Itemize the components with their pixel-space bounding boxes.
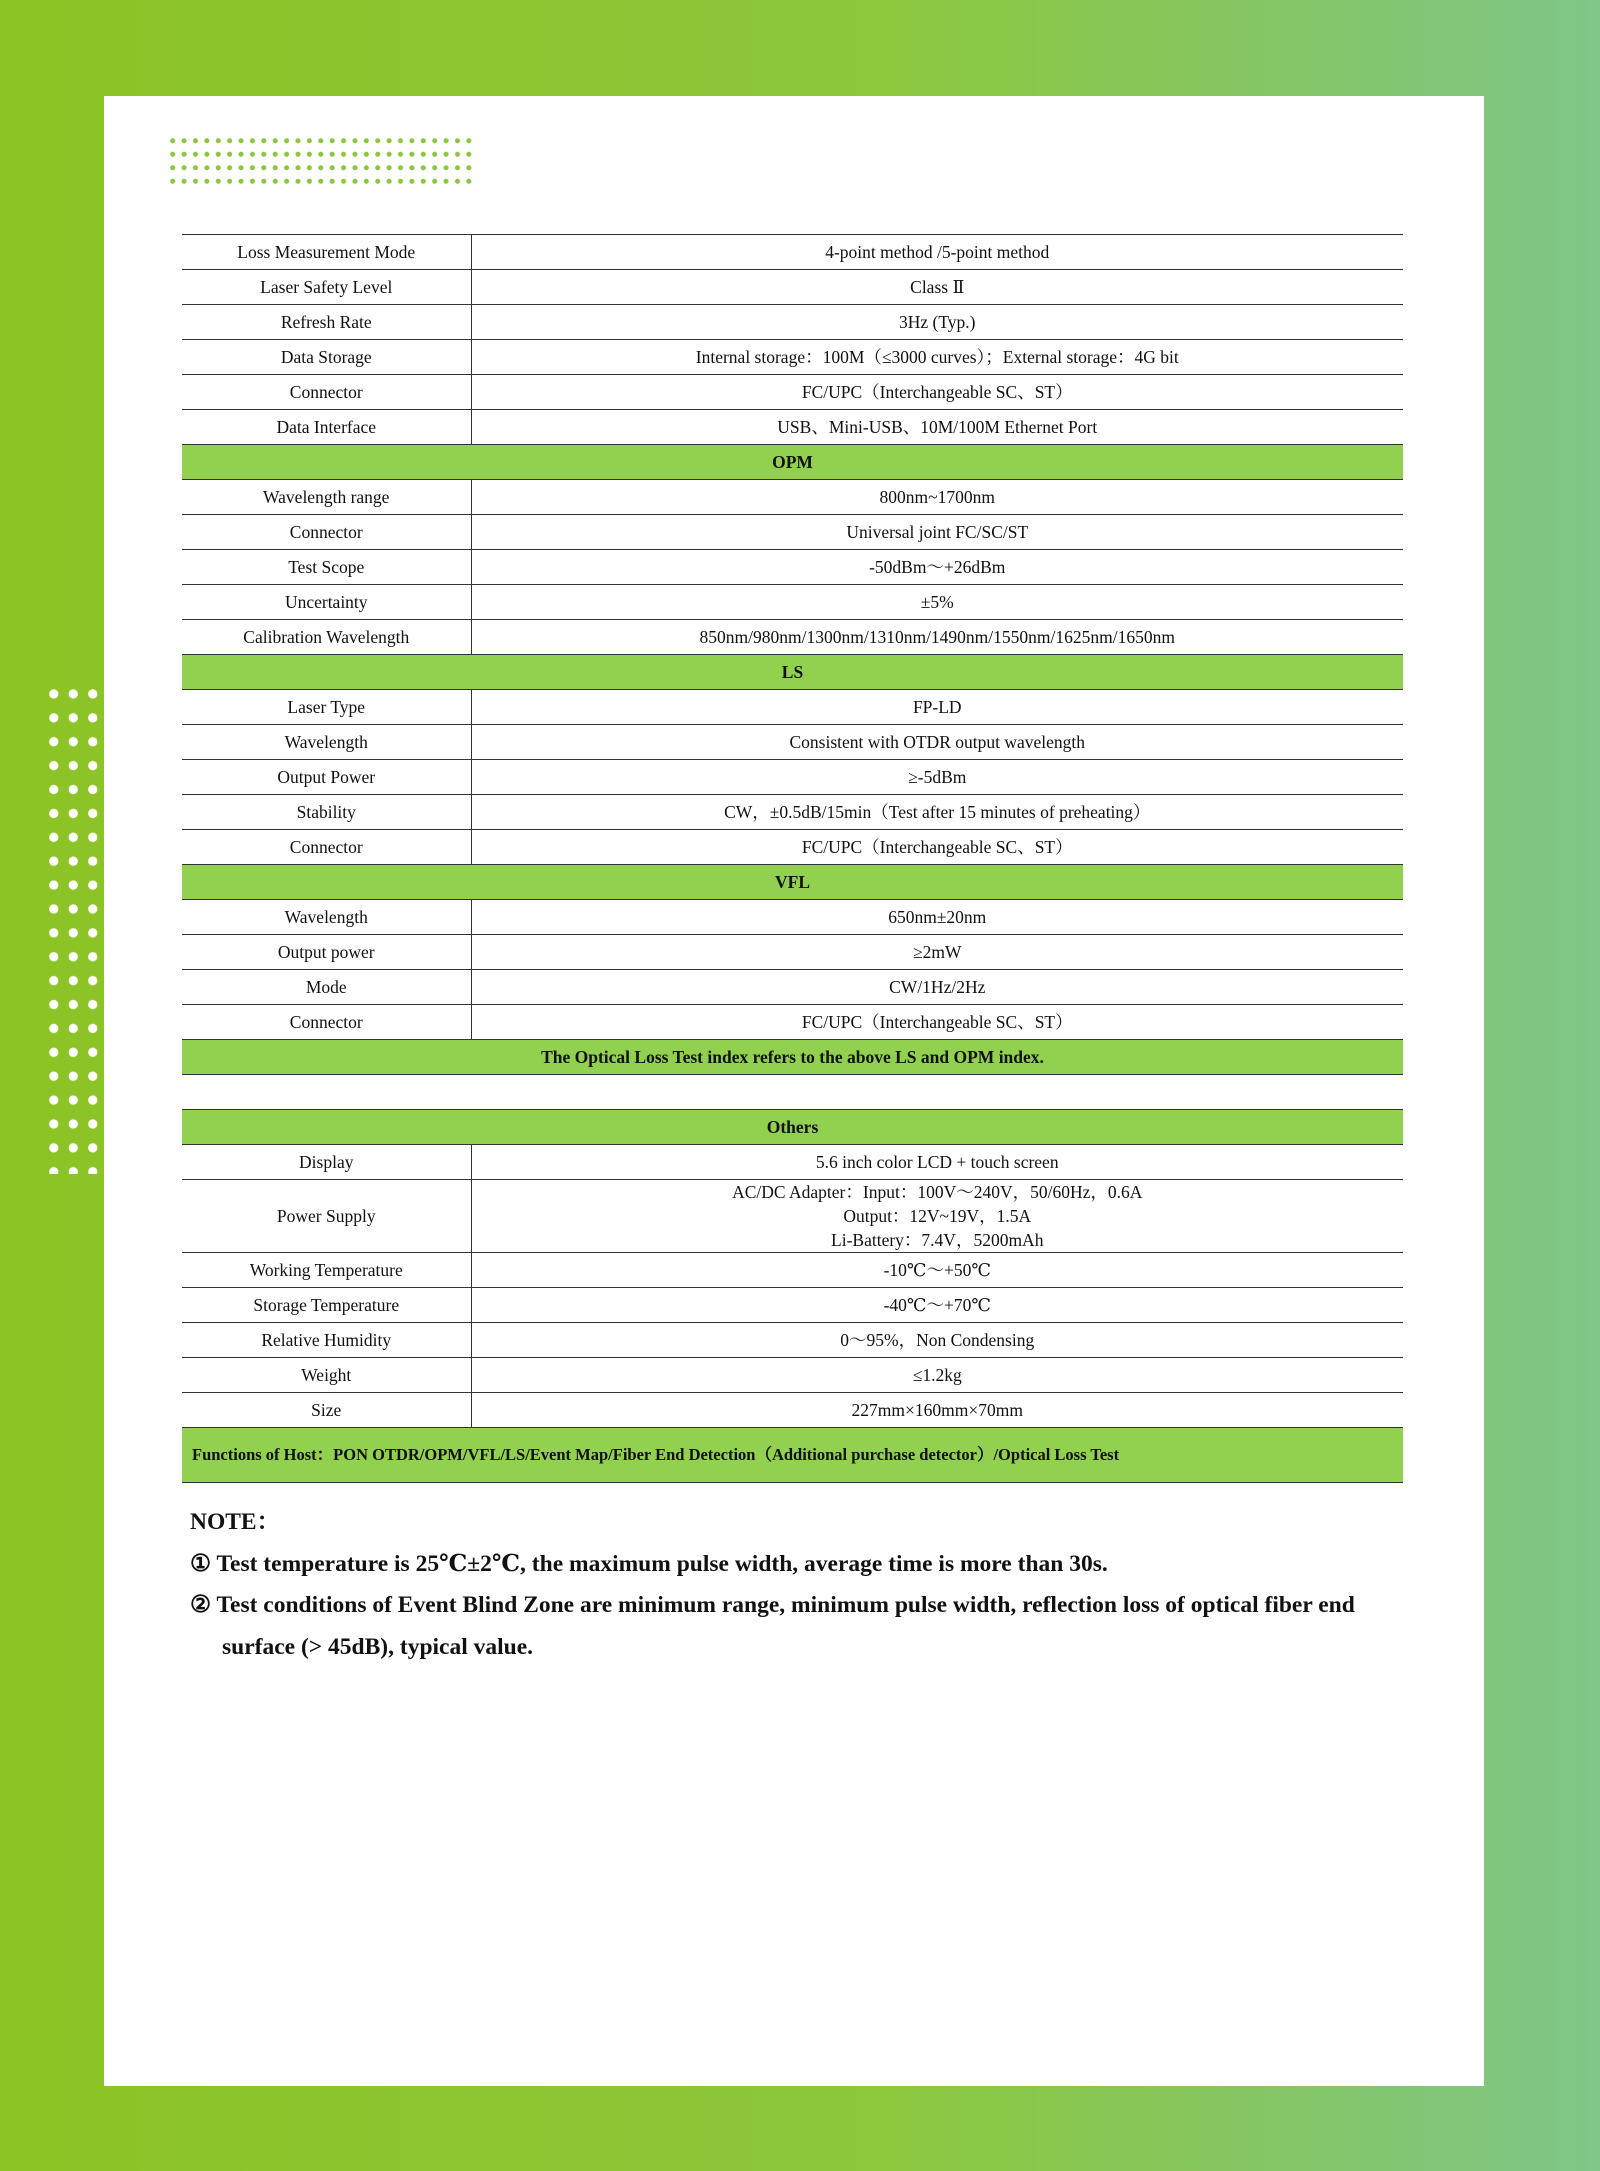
spec-value: CW，±0.5dB/15min（Test after 15 minutes of preheating） bbox=[471, 795, 1403, 830]
spec-value: USB、Mini-USB、10M/100M Ethernet Port bbox=[471, 410, 1403, 445]
spec-value: 800nm~1700nm bbox=[471, 480, 1403, 515]
section-title: OPM bbox=[182, 445, 1403, 480]
spec-value: 650nm±20nm bbox=[471, 900, 1403, 935]
power-supply-line: Output：12V~19V，1.5A bbox=[843, 1206, 1032, 1226]
table-row bbox=[182, 1393, 1403, 1428]
table-row bbox=[182, 760, 1403, 795]
table-row bbox=[182, 620, 1403, 655]
spec-value: -50dBm～+26dBm bbox=[471, 550, 1403, 585]
spec-value: Consistent with OTDR output wavelength bbox=[471, 725, 1403, 760]
spec-value: FP-LD bbox=[471, 690, 1403, 725]
spec-value: 850nm/980nm/1300nm/1310nm/1490nm/1550nm/1625nm/1650nm bbox=[471, 620, 1403, 655]
power-supply-line: Li-Battery：7.4V，5200mAh bbox=[831, 1230, 1044, 1250]
spec-value: Universal joint FC/SC/ST bbox=[471, 515, 1403, 550]
decorative-dot-grid-top bbox=[167, 134, 477, 184]
section-title: VFL bbox=[182, 865, 1403, 900]
spec-label: Calibration Wavelength bbox=[182, 620, 471, 655]
table-row bbox=[182, 1180, 1403, 1253]
table-row bbox=[182, 1323, 1403, 1358]
section-header-others bbox=[182, 1110, 1403, 1145]
spec-value: -40℃～+70℃ bbox=[471, 1288, 1403, 1323]
table-row bbox=[182, 235, 1403, 270]
spec-value: Class Ⅱ bbox=[471, 270, 1403, 305]
spec-label: Laser Type bbox=[182, 690, 471, 725]
spec-label: Connector bbox=[182, 830, 471, 865]
note-item-1: ① Test temperature is 25℃±2℃, the maximum pulse width, average time is more than 30s. bbox=[190, 1550, 1108, 1577]
spec-label: Wavelength bbox=[182, 725, 471, 760]
spec-label: Relative Humidity bbox=[182, 1323, 471, 1358]
table-row bbox=[182, 1253, 1403, 1288]
section-header-opm bbox=[182, 445, 1403, 480]
spec-label: Weight bbox=[182, 1358, 471, 1393]
spec-label: Mode bbox=[182, 970, 471, 1005]
table-row bbox=[182, 725, 1403, 760]
spec-label: Output power bbox=[182, 935, 471, 970]
spec-label: Power Supply bbox=[182, 1180, 471, 1253]
table-row bbox=[182, 1288, 1403, 1323]
note-title: NOTE： bbox=[190, 1509, 281, 1535]
spec-label: Size bbox=[182, 1393, 471, 1428]
table-row bbox=[182, 970, 1403, 1005]
table-row bbox=[182, 690, 1403, 725]
functions-of-host: Functions of Host：PON OTDR/OPM/VFL/LS/Event Map/Fiber End Detection（Additional purchase detector）/Optical Loss Test bbox=[182, 1428, 1403, 1483]
spec-table bbox=[182, 234, 1403, 1483]
spec-label: Display bbox=[182, 1145, 471, 1180]
table-row bbox=[182, 935, 1403, 970]
optical-loss-note: The Optical Loss Test index refers to the above LS and OPM index. bbox=[182, 1040, 1403, 1075]
table-row bbox=[182, 340, 1403, 375]
spec-value: FC/UPC（Interchangeable SC、ST） bbox=[471, 830, 1403, 865]
spec-label: Loss Measurement Mode bbox=[182, 235, 471, 270]
functions-row bbox=[182, 1428, 1403, 1483]
spec-value: 227mm×160mm×70mm bbox=[471, 1393, 1403, 1428]
table-row bbox=[182, 1005, 1403, 1040]
spec-value: ≥2mW bbox=[471, 935, 1403, 970]
table-row bbox=[182, 900, 1403, 935]
section-title: Others bbox=[182, 1110, 1403, 1145]
spec-label: Data Storage bbox=[182, 340, 471, 375]
spec-value-multiline bbox=[471, 1180, 1403, 1253]
spec-value: CW/1Hz/2Hz bbox=[471, 970, 1403, 1005]
spec-value: -10℃～+50℃ bbox=[471, 1253, 1403, 1288]
spec-value: FC/UPC（Interchangeable SC、ST） bbox=[471, 1005, 1403, 1040]
spec-value: 4-point method /5-point method bbox=[471, 235, 1403, 270]
spec-value: 0～95%，Non Condensing bbox=[471, 1323, 1403, 1358]
table-row bbox=[182, 410, 1403, 445]
table-row bbox=[182, 305, 1403, 340]
section-header-ls bbox=[182, 655, 1403, 690]
spec-value: 5.6 inch color LCD + touch screen bbox=[471, 1145, 1403, 1180]
table-spacer bbox=[182, 1075, 1403, 1110]
spec-label: Connector bbox=[182, 1005, 471, 1040]
table-row bbox=[182, 515, 1403, 550]
table-row bbox=[182, 480, 1403, 515]
spec-label: Wavelength bbox=[182, 900, 471, 935]
spec-value: 3Hz (Typ.) bbox=[471, 305, 1403, 340]
spec-label: Working Temperature bbox=[182, 1253, 471, 1288]
notes-block bbox=[190, 1502, 1420, 1668]
spec-label: Output Power bbox=[182, 760, 471, 795]
table-row bbox=[182, 585, 1403, 620]
spec-label: Test Scope bbox=[182, 550, 471, 585]
table-row bbox=[182, 1145, 1403, 1180]
section-title: LS bbox=[182, 655, 1403, 690]
spec-label: Storage Temperature bbox=[182, 1288, 471, 1323]
note-item-2-continued: surface (> 45dB), typical value. bbox=[222, 1633, 534, 1660]
spec-label: Refresh Rate bbox=[182, 305, 471, 340]
spec-label: Laser Safety Level bbox=[182, 270, 471, 305]
spec-label: Wavelength range bbox=[182, 480, 471, 515]
spec-label: Connector bbox=[182, 515, 471, 550]
table-row bbox=[182, 1358, 1403, 1393]
spec-label: Uncertainty bbox=[182, 585, 471, 620]
spec-label: Stability bbox=[182, 795, 471, 830]
optical-loss-note-row bbox=[182, 1040, 1403, 1075]
table-row bbox=[182, 375, 1403, 410]
spec-label: Connector bbox=[182, 375, 471, 410]
decorative-dot-grid-left bbox=[44, 682, 104, 1174]
spec-value: ≤1.2kg bbox=[471, 1358, 1403, 1393]
spec-label: Data Interface bbox=[182, 410, 471, 445]
spec-value: ≥-5dBm bbox=[471, 760, 1403, 795]
spec-value: FC/UPC（Interchangeable SC、ST） bbox=[471, 375, 1403, 410]
note-item-2: ② Test conditions of Event Blind Zone are minimum range, minimum pulse width, reflection loss of optical fiber end bbox=[190, 1592, 1355, 1618]
table-row bbox=[182, 830, 1403, 865]
table-row bbox=[182, 270, 1403, 305]
table-row bbox=[182, 795, 1403, 830]
spec-value: Internal storage：100M（≤3000 curves）；External storage：4G bit bbox=[471, 340, 1403, 375]
section-header-vfl bbox=[182, 865, 1403, 900]
power-supply-line: AC/DC Adapter：Input：100V～240V，50/60Hz，0.6A bbox=[732, 1182, 1143, 1202]
spec-value: ±5% bbox=[471, 585, 1403, 620]
table-row bbox=[182, 550, 1403, 585]
